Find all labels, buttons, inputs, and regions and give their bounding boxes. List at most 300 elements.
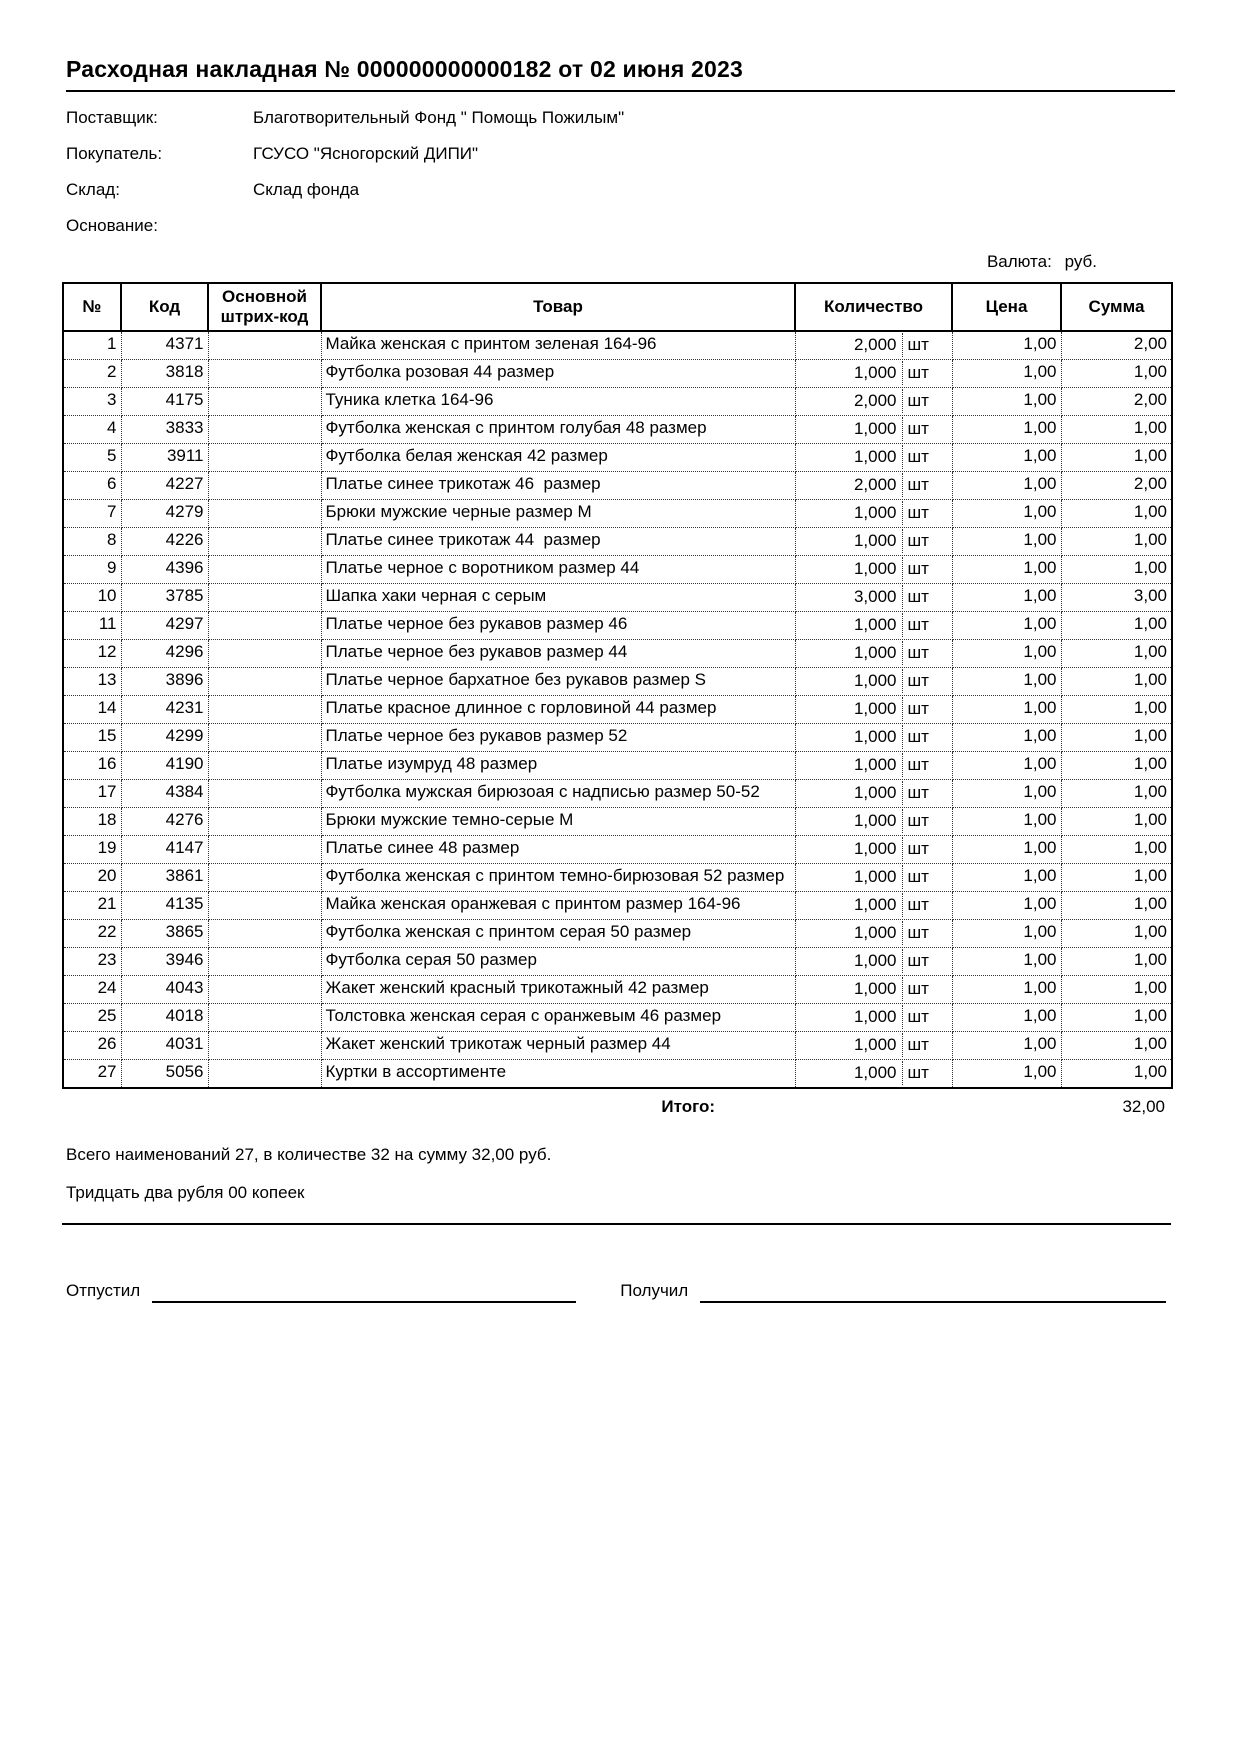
row-unit: шт — [902, 529, 948, 553]
row-code: 4276 — [121, 808, 208, 836]
row-product-name: Футболка мужская бирюзоая с надписью размер 50-52 — [321, 780, 795, 808]
row-price: 1,00 — [952, 864, 1061, 892]
row-code: 3818 — [121, 360, 208, 388]
row-barcode — [208, 1004, 321, 1032]
row-number: 2 — [63, 360, 121, 388]
row-quantity-cell — [795, 528, 952, 556]
row-product-name: Платье черное бархатное без рукавов размер S — [321, 668, 795, 696]
row-number: 5 — [63, 444, 121, 472]
row-code: 4031 — [121, 1032, 208, 1060]
row-quantity: 1,000 — [853, 727, 897, 746]
row-barcode — [208, 500, 321, 528]
row-number: 7 — [63, 500, 121, 528]
row-quantity: 2,000 — [853, 335, 897, 354]
row-unit: шт — [902, 977, 948, 1001]
supplier-value: Благотворительный Фонд " Помощь Пожилым" — [253, 108, 625, 127]
row-product-name: Платье черное без рукавов размер 46 — [321, 612, 795, 640]
row-product-name: Платье красное длинное с горловиной 44 размер — [321, 696, 795, 724]
row-code: 4296 — [121, 640, 208, 668]
row-quantity: 1,000 — [853, 419, 897, 438]
row-number: 20 — [63, 864, 121, 892]
row-code: 4279 — [121, 500, 208, 528]
row-unit: шт — [902, 361, 948, 385]
col-header-barcode: Основной штрих-код — [208, 283, 321, 331]
total-value: 32,00 — [1122, 1097, 1165, 1116]
currency-value: руб. — [1064, 252, 1097, 271]
row-quantity: 3,000 — [853, 587, 897, 606]
row-quantity-cell — [795, 556, 952, 584]
buyer-value: ГСУСО "Ясногорский ДИПИ" — [253, 144, 479, 163]
row-code: 4227 — [121, 472, 208, 500]
row-product-name: Брюки мужские темно-серые М — [321, 808, 795, 836]
warehouse-value: Склад фонда — [253, 180, 360, 199]
table-row — [63, 1060, 1172, 1089]
row-price: 1,00 — [952, 444, 1061, 472]
received-label: Получил — [620, 1281, 689, 1300]
row-quantity-cell — [795, 864, 952, 892]
table-row — [63, 976, 1172, 1004]
row-quantity-cell — [795, 808, 952, 836]
row-code: 4043 — [121, 976, 208, 1004]
col-header-price: Цена — [952, 283, 1061, 331]
row-quantity-cell — [795, 724, 952, 752]
row-price: 1,00 — [952, 1060, 1061, 1089]
row-price: 1,00 — [952, 584, 1061, 612]
table-row — [63, 752, 1172, 780]
row-unit: шт — [902, 473, 948, 497]
row-product-name: Футболка женская с принтом серая 50 размер — [321, 920, 795, 948]
col-header-code: Код — [121, 283, 208, 331]
row-number: 19 — [63, 836, 121, 864]
row-quantity: 1,000 — [853, 503, 897, 522]
row-number: 23 — [63, 948, 121, 976]
col-header-quantity: Количество — [795, 283, 952, 331]
row-barcode — [208, 668, 321, 696]
row-quantity-cell — [795, 1004, 952, 1032]
row-barcode — [208, 948, 321, 976]
row-sum: 1,00 — [1061, 640, 1172, 668]
row-price: 1,00 — [952, 388, 1061, 416]
row-price: 1,00 — [952, 1032, 1061, 1060]
row-unit: шт — [902, 753, 948, 777]
row-sum: 1,00 — [1061, 668, 1172, 696]
row-product-name: Платье черное с воротником размер 44 — [321, 556, 795, 584]
released-label: Отпустил — [66, 1281, 141, 1300]
row-product-name: Платье изумруд 48 размер — [321, 752, 795, 780]
table-row — [63, 584, 1172, 612]
row-price: 1,00 — [952, 416, 1061, 444]
row-code: 4190 — [121, 752, 208, 780]
row-number: 1 — [63, 331, 121, 360]
row-unit: шт — [902, 641, 948, 665]
row-product-name: Платье синее трикотаж 44 размер — [321, 528, 795, 556]
currency-line — [66, 252, 1175, 272]
row-barcode — [208, 556, 321, 584]
row-barcode — [208, 612, 321, 640]
row-code: 5056 — [121, 1060, 208, 1089]
row-barcode — [208, 696, 321, 724]
table-row — [63, 1004, 1172, 1032]
row-product-name: Футболка розовая 44 размер — [321, 360, 795, 388]
currency-label: Валюта: — [986, 252, 1052, 271]
row-quantity-cell — [795, 892, 952, 920]
row-sum: 1,00 — [1061, 1004, 1172, 1032]
table-row — [63, 612, 1172, 640]
row-quantity-cell — [795, 668, 952, 696]
table-row — [63, 892, 1172, 920]
row-quantity: 1,000 — [853, 811, 897, 830]
row-code: 4396 — [121, 556, 208, 584]
amount-in-words: Тридцать два рубля 00 копеек — [66, 1183, 305, 1202]
warehouse-label: Склад: — [66, 180, 120, 199]
row-unit: шт — [902, 1061, 948, 1085]
table-row — [63, 696, 1172, 724]
buyer-row — [66, 144, 1175, 164]
row-quantity-cell — [795, 584, 952, 612]
buyer-label: Покупатель: — [66, 144, 163, 163]
row-quantity: 2,000 — [853, 391, 897, 410]
table-row — [63, 724, 1172, 752]
row-quantity: 1,000 — [853, 839, 897, 858]
row-number: 12 — [63, 640, 121, 668]
table-row — [63, 836, 1172, 864]
row-product-name: Футболка белая женская 42 размер — [321, 444, 795, 472]
row-quantity-cell — [795, 472, 952, 500]
row-quantity: 1,000 — [853, 699, 897, 718]
row-price: 1,00 — [952, 472, 1061, 500]
row-code: 4299 — [121, 724, 208, 752]
row-price: 1,00 — [952, 668, 1061, 696]
row-number: 17 — [63, 780, 121, 808]
row-quantity-cell — [795, 1060, 952, 1089]
row-product-name: Жакет женский красный трикотажный 42 размер — [321, 976, 795, 1004]
row-number: 6 — [63, 472, 121, 500]
row-number: 13 — [63, 668, 121, 696]
row-product-name: Толстовка женская серая с оранжевым 46 размер — [321, 1004, 795, 1032]
row-code: 3785 — [121, 584, 208, 612]
row-barcode — [208, 472, 321, 500]
row-unit: шт — [902, 501, 948, 525]
row-quantity-cell — [795, 612, 952, 640]
row-number: 4 — [63, 416, 121, 444]
row-number: 25 — [63, 1004, 121, 1032]
row-number: 21 — [63, 892, 121, 920]
row-price: 1,00 — [952, 948, 1061, 976]
row-price: 1,00 — [952, 920, 1061, 948]
row-sum: 1,00 — [1061, 360, 1172, 388]
totals-row — [62, 1097, 1171, 1117]
row-barcode — [208, 1032, 321, 1060]
document-info — [66, 108, 1175, 236]
row-number: 18 — [63, 808, 121, 836]
summary-line: Всего наименований 27, в количестве 32 на сумму 32,00 руб. — [66, 1145, 552, 1164]
total-label: Итого: — [661, 1097, 715, 1116]
row-unit: шт — [902, 613, 948, 637]
row-quantity: 2,000 — [853, 475, 897, 494]
row-unit: шт — [902, 389, 948, 413]
row-sum: 1,00 — [1061, 724, 1172, 752]
row-quantity-cell — [795, 836, 952, 864]
table-row — [63, 780, 1172, 808]
row-price: 1,00 — [952, 780, 1061, 808]
row-quantity-cell — [795, 920, 952, 948]
row-unit: шт — [902, 557, 948, 581]
row-product-name: Платье синее трикотаж 46 размер — [321, 472, 795, 500]
table-row — [63, 360, 1172, 388]
table-row — [63, 331, 1172, 360]
row-price: 1,00 — [952, 836, 1061, 864]
row-unit: шт — [902, 669, 948, 693]
row-number: 10 — [63, 584, 121, 612]
received-signature-line — [700, 1281, 1166, 1303]
row-price: 1,00 — [952, 640, 1061, 668]
row-number: 27 — [63, 1060, 121, 1089]
table-row — [63, 864, 1172, 892]
row-price: 1,00 — [952, 500, 1061, 528]
page-title: Расходная накладная № 000000000000182 от 02 июня 2023 — [66, 56, 743, 82]
col-header-num: № — [63, 283, 121, 331]
row-sum: 1,00 — [1061, 752, 1172, 780]
row-sum: 1,00 — [1061, 920, 1172, 948]
row-unit: шт — [902, 921, 948, 945]
items-table — [62, 282, 1173, 1089]
row-quantity-cell — [795, 360, 952, 388]
row-code: 4231 — [121, 696, 208, 724]
table-row — [63, 668, 1172, 696]
row-sum: 1,00 — [1061, 976, 1172, 1004]
row-code: 4135 — [121, 892, 208, 920]
row-sum: 1,00 — [1061, 416, 1172, 444]
row-barcode — [208, 388, 321, 416]
row-code: 4226 — [121, 528, 208, 556]
row-unit: шт — [902, 1005, 948, 1029]
table-row — [63, 416, 1172, 444]
row-barcode — [208, 444, 321, 472]
row-quantity-cell — [795, 331, 952, 360]
row-barcode — [208, 584, 321, 612]
items-body — [63, 331, 1172, 1088]
row-sum: 1,00 — [1061, 864, 1172, 892]
row-product-name: Платье синее 48 размер — [321, 836, 795, 864]
row-unit: шт — [902, 781, 948, 805]
row-price: 1,00 — [952, 892, 1061, 920]
row-quantity: 1,000 — [853, 615, 897, 634]
title-divider — [66, 90, 1175, 92]
row-quantity: 1,000 — [853, 447, 897, 466]
row-sum: 2,00 — [1061, 472, 1172, 500]
row-quantity-cell — [795, 948, 952, 976]
bottom-divider — [62, 1223, 1171, 1225]
row-unit: шт — [902, 725, 948, 749]
row-code: 4018 — [121, 1004, 208, 1032]
row-sum: 1,00 — [1061, 808, 1172, 836]
row-product-name: Платье черное без рукавов размер 44 — [321, 640, 795, 668]
row-price: 1,00 — [952, 331, 1061, 360]
col-header-product: Товар — [321, 283, 795, 331]
row-product-name: Платье черное без рукавов размер 52 — [321, 724, 795, 752]
row-number: 3 — [63, 388, 121, 416]
table-header-row — [63, 283, 1172, 331]
row-code: 3833 — [121, 416, 208, 444]
row-sum: 1,00 — [1061, 948, 1172, 976]
signatures-row — [66, 1281, 1175, 1303]
row-product-name: Куртки в ассортименте — [321, 1060, 795, 1089]
row-number: 16 — [63, 752, 121, 780]
row-number: 9 — [63, 556, 121, 584]
row-unit: шт — [902, 837, 948, 861]
row-quantity: 1,000 — [853, 1063, 897, 1082]
row-quantity-cell — [795, 1032, 952, 1060]
row-code: 3946 — [121, 948, 208, 976]
row-quantity: 1,000 — [853, 979, 897, 998]
basis-value — [253, 216, 1175, 236]
row-barcode — [208, 640, 321, 668]
row-product-name: Футболка женская с принтом темно-бирюзовая 52 размер — [321, 864, 795, 892]
row-barcode — [208, 360, 321, 388]
row-number: 24 — [63, 976, 121, 1004]
row-sum: 1,00 — [1061, 780, 1172, 808]
row-quantity: 1,000 — [853, 559, 897, 578]
table-row — [63, 444, 1172, 472]
row-sum: 1,00 — [1061, 696, 1172, 724]
row-barcode — [208, 528, 321, 556]
row-quantity: 1,000 — [853, 867, 897, 886]
col-header-sum: Сумма — [1061, 283, 1172, 331]
table-row — [63, 640, 1172, 668]
row-barcode — [208, 864, 321, 892]
row-price: 1,00 — [952, 696, 1061, 724]
row-price: 1,00 — [952, 808, 1061, 836]
supplier-row — [66, 108, 1175, 128]
row-price: 1,00 — [952, 528, 1061, 556]
row-barcode — [208, 331, 321, 360]
warehouse-row — [66, 180, 1175, 200]
row-barcode — [208, 976, 321, 1004]
row-number: 8 — [63, 528, 121, 556]
row-barcode — [208, 780, 321, 808]
row-price: 1,00 — [952, 724, 1061, 752]
row-product-name: Шапка хаки черная с серым — [321, 584, 795, 612]
row-barcode — [208, 920, 321, 948]
row-sum: 1,00 — [1061, 1032, 1172, 1060]
row-quantity-cell — [795, 416, 952, 444]
row-price: 1,00 — [952, 556, 1061, 584]
row-quantity: 1,000 — [853, 671, 897, 690]
row-quantity-cell — [795, 500, 952, 528]
row-quantity-cell — [795, 388, 952, 416]
row-quantity-cell — [795, 976, 952, 1004]
table-row — [63, 556, 1172, 584]
row-quantity: 1,000 — [853, 531, 897, 550]
row-barcode — [208, 1060, 321, 1089]
table-row — [63, 388, 1172, 416]
row-number: 26 — [63, 1032, 121, 1060]
row-code: 3911 — [121, 444, 208, 472]
row-product-name: Майка женская оранжевая с принтом размер 164-96 — [321, 892, 795, 920]
row-barcode — [208, 892, 321, 920]
row-sum: 1,00 — [1061, 892, 1172, 920]
table-row — [63, 920, 1172, 948]
row-unit: шт — [902, 809, 948, 833]
row-sum: 1,00 — [1061, 528, 1172, 556]
row-price: 1,00 — [952, 752, 1061, 780]
released-signature-line — [152, 1281, 576, 1303]
row-sum: 1,00 — [1061, 612, 1172, 640]
row-quantity-cell — [795, 696, 952, 724]
row-product-name: Майка женская с принтом зеленая 164-96 — [321, 331, 795, 360]
row-number: 15 — [63, 724, 121, 752]
row-code: 4147 — [121, 836, 208, 864]
row-quantity: 1,000 — [853, 1007, 897, 1026]
row-sum: 1,00 — [1061, 836, 1172, 864]
row-quantity: 1,000 — [853, 643, 897, 662]
basis-row — [66, 216, 1175, 236]
row-code: 3861 — [121, 864, 208, 892]
row-unit: шт — [902, 333, 948, 357]
row-product-name: Брюки мужские черные размер М — [321, 500, 795, 528]
row-code: 4297 — [121, 612, 208, 640]
row-number: 14 — [63, 696, 121, 724]
row-product-name: Жакет женский трикотаж черный размер 44 — [321, 1032, 795, 1060]
row-product-name: Футболка серая 50 размер — [321, 948, 795, 976]
row-sum: 2,00 — [1061, 388, 1172, 416]
row-number: 11 — [63, 612, 121, 640]
row-sum: 1,00 — [1061, 1060, 1172, 1089]
row-product-name: Футболка женская с принтом голубая 48 размер — [321, 416, 795, 444]
row-barcode — [208, 752, 321, 780]
row-quantity-cell — [795, 640, 952, 668]
table-row — [63, 528, 1172, 556]
row-sum: 3,00 — [1061, 584, 1172, 612]
row-product-name: Туника клетка 164-96 — [321, 388, 795, 416]
row-unit: шт — [902, 949, 948, 973]
row-sum: 1,00 — [1061, 500, 1172, 528]
row-code: 3896 — [121, 668, 208, 696]
row-unit: шт — [902, 893, 948, 917]
table-row — [63, 808, 1172, 836]
row-unit: шт — [902, 417, 948, 441]
row-quantity: 1,000 — [853, 1035, 897, 1054]
row-unit: шт — [902, 445, 948, 469]
table-row — [63, 472, 1172, 500]
row-quantity: 1,000 — [853, 755, 897, 774]
row-quantity-cell — [795, 780, 952, 808]
row-quantity: 1,000 — [853, 783, 897, 802]
row-code: 4384 — [121, 780, 208, 808]
row-barcode — [208, 808, 321, 836]
row-code: 3865 — [121, 920, 208, 948]
row-quantity: 1,000 — [853, 923, 897, 942]
row-code: 4371 — [121, 331, 208, 360]
row-unit: шт — [902, 1033, 948, 1057]
row-unit: шт — [902, 865, 948, 889]
row-quantity-cell — [795, 752, 952, 780]
row-quantity-cell — [795, 444, 952, 472]
row-sum: 2,00 — [1061, 331, 1172, 360]
supplier-label: Поставщик: — [66, 108, 158, 127]
table-row — [63, 948, 1172, 976]
row-number: 22 — [63, 920, 121, 948]
row-price: 1,00 — [952, 1004, 1061, 1032]
row-barcode — [208, 416, 321, 444]
row-unit: шт — [902, 585, 948, 609]
row-quantity: 1,000 — [853, 951, 897, 970]
row-price: 1,00 — [952, 360, 1061, 388]
row-price: 1,00 — [952, 976, 1061, 1004]
table-row — [63, 1032, 1172, 1060]
row-code: 4175 — [121, 388, 208, 416]
row-barcode — [208, 724, 321, 752]
